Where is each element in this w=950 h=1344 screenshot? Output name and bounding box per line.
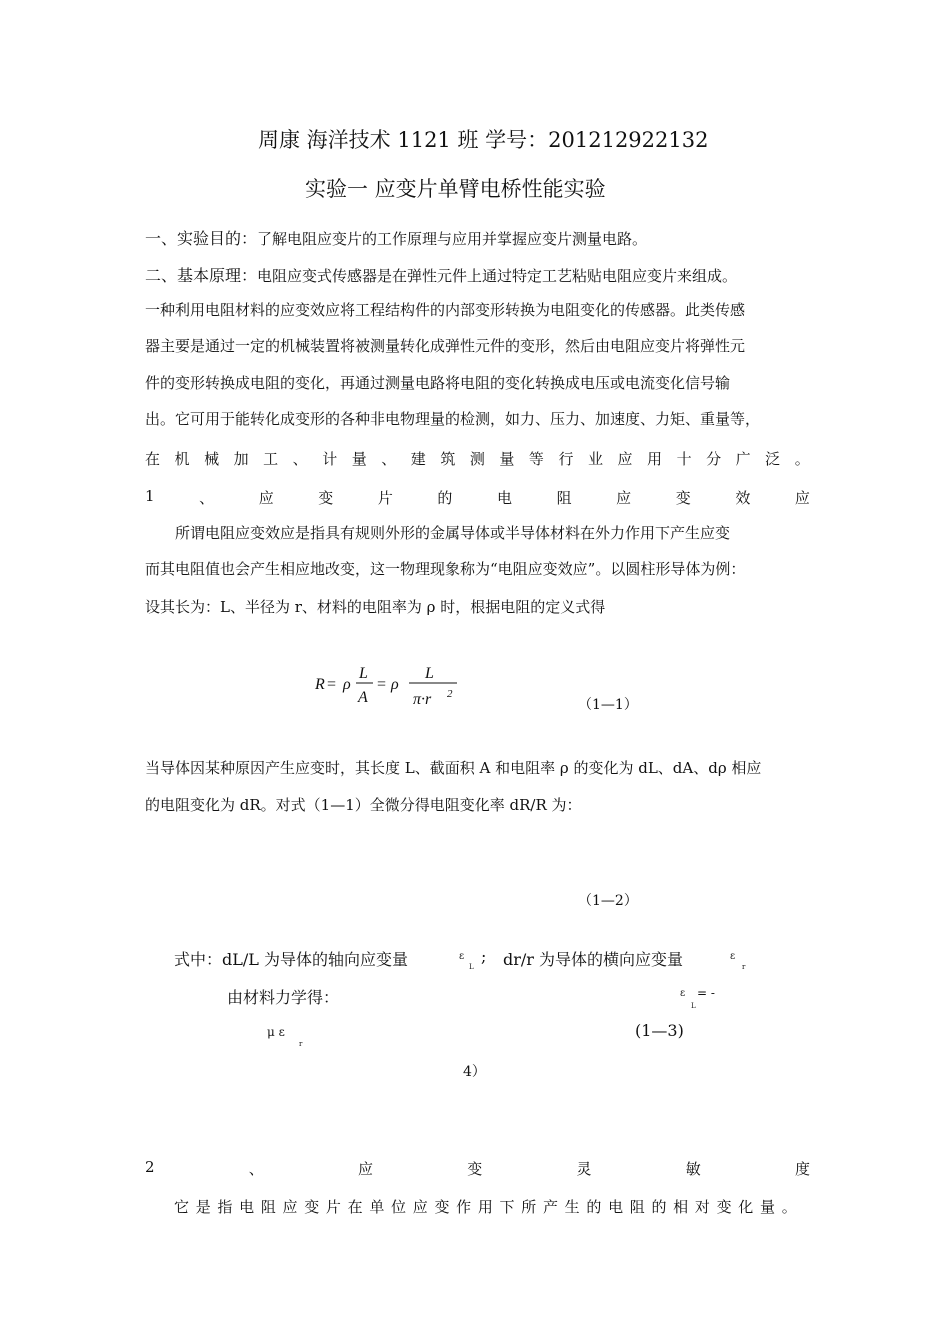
subsection-1-heading-char: 片: [377, 489, 393, 507]
principle-text-1: 电阻应变式传感器是在弹性元件上通过特定工艺粘贴电阻应变片来组成。: [257, 267, 738, 285]
epsilon-L-eq-subscript: L: [691, 1002, 696, 1010]
purpose-paragraph: [145, 226, 810, 249]
sub2-line-1-char: 产: [542, 1198, 558, 1216]
sub2-line-1-char: 在: [347, 1198, 363, 1216]
sub1-line-1: 所谓电阻应变效应是指具有规则外形的金属导体或半导体材料在外力作用下产生应变: [175, 524, 731, 542]
principle-line-6: [145, 448, 810, 469]
sub2-line-1-char: 变: [434, 1198, 450, 1216]
principle-label: 二、基本原理：: [145, 266, 258, 285]
formula-L-2: L: [425, 665, 434, 682]
sub2-line-1-char: 的: [586, 1198, 602, 1216]
mu-epsilon: μ ε: [267, 1025, 285, 1039]
epsilon-L-eq-symbol: ε: [680, 988, 686, 999]
equals-minus: = -: [697, 986, 715, 1000]
formula-A: A: [358, 689, 368, 706]
subsection-1-heading-char: 变: [675, 489, 691, 507]
where-lateral-text: dr/r 为导体的横向应变量: [503, 950, 684, 969]
epsilon-r-subscript: r: [742, 963, 746, 971]
experiment-title: 实验一 应变片单臂电桥性能实验: [305, 177, 606, 201]
resistance-formula: [313, 662, 463, 710]
principle-line-6-char: 广: [735, 450, 751, 468]
epsilon-L-symbol: ε: [459, 951, 465, 962]
principle-line-6-char: 十: [676, 450, 692, 468]
sub2-line-1-char: 的: [651, 1198, 667, 1216]
subsection-1-heading-char: 1: [145, 487, 155, 505]
subsection-1-heading-char: 的: [437, 489, 453, 507]
principle-line-6-char: 分: [706, 450, 722, 468]
subsection-1-heading-char: 电: [497, 489, 513, 507]
principle-line-6-char: 、: [292, 450, 308, 468]
principle-line-6-char: 械: [204, 450, 220, 468]
epsilon-L-subscript: L: [469, 963, 474, 971]
principle-line-5: 出。它可用于能转化成变形的各种非电物理量的检测，如力、压力、加速度、力矩、重量等，: [145, 410, 761, 428]
sub2-line-1-char: 位: [391, 1198, 407, 1216]
principle-line-6-char: 加: [233, 450, 249, 468]
material-mechanics-text: 由材料力学得：: [227, 988, 340, 1007]
sub2-line-1-char: 所: [521, 1198, 537, 1216]
subsection-2-heading-char: 应: [358, 1160, 374, 1178]
sub2-line-1-char: 生: [564, 1198, 580, 1216]
semicolon: ;: [481, 947, 487, 966]
sub2-line-1-char: 变: [304, 1198, 320, 1216]
principle-line-6-char: 计: [322, 450, 338, 468]
sub2-line-1-char: 量: [759, 1198, 775, 1216]
author-line: 周康 海洋技术 1121 班 学号：201212922132: [258, 128, 709, 152]
sub2-line-1-char: 下: [499, 1198, 515, 1216]
principle-line-6-char: 等: [528, 450, 544, 468]
subsection-1-heading-char: 效: [735, 489, 751, 507]
subsection-2-heading: [145, 1158, 810, 1179]
sub2-line-1-char: 应: [282, 1198, 298, 1216]
formula-L-1: L: [359, 665, 368, 682]
formula-R: R: [315, 676, 325, 693]
principle-line-2: 一种利用电阻材料的应变效应将工程结构件的内部变形转换为电阻变化的传感器。此类传感: [145, 301, 746, 319]
subsection-1-heading: [145, 487, 810, 508]
principle-line-6-char: 在: [145, 450, 161, 468]
subsection-2-heading-char: 度: [794, 1160, 810, 1178]
formula-rho-1: ρ: [343, 676, 351, 693]
principle-line-6-char: 用: [647, 450, 663, 468]
sub2-line-1-char: 对: [694, 1198, 710, 1216]
sub2-line-1-char: 用: [477, 1198, 493, 1216]
sub2-line-1-char: 阻: [260, 1198, 276, 1216]
sub2-line-1-char: 应: [412, 1198, 428, 1216]
subsection-1-heading-char: 应: [258, 489, 274, 507]
after-eq1-line-1: 当导体因某种原因产生应变时，其长度 L、截面积 A 和电阻率 ρ 的变化为 dL、dA、dρ 相应: [145, 759, 762, 777]
subsection-1-heading-char: 应: [794, 489, 810, 507]
principle-line-6-char: 量: [351, 450, 367, 468]
principle-line-6-char: 量: [499, 450, 515, 468]
sub2-line-1-char: 指: [217, 1198, 233, 1216]
subsection-2-heading-char: 敏: [685, 1160, 701, 1178]
formula-eq-1: =: [327, 676, 337, 693]
subsection-1-heading-char: 阻: [556, 489, 572, 507]
equation-2-label: （1—2）: [578, 893, 638, 909]
where-axial-text: 式中：dL/L 为导体的轴向应变量: [174, 950, 408, 969]
subsection-2-heading-char: 、: [248, 1160, 264, 1178]
subsection-2-heading-char: 灵: [576, 1160, 592, 1178]
principle-line-6-char: 行: [558, 450, 574, 468]
sub2-line-1-char: 单: [369, 1198, 385, 1216]
sub2-line-1-char: 阻: [629, 1198, 645, 1216]
formula-eq-2: =: [377, 676, 387, 693]
formula-rho-2: ρ: [391, 676, 399, 693]
after-eq1-line-2: 的电阻变化为 dR。对式（1—1）全微分得电阻变化率 dR/R 为：: [145, 796, 582, 814]
principle-line-6-char: 筑: [440, 450, 456, 468]
principle-line-6-char: 建: [410, 450, 426, 468]
sub2-line-1-char: 相: [673, 1198, 689, 1216]
principle-line-6-char: 。: [794, 450, 810, 468]
principle-line-4: 件的变形转换成电阻的变化，再通过测量电路将电阻的变化转换成电压或电流变化信号输: [145, 374, 731, 392]
purpose-label: 一、实验目的：: [145, 229, 258, 248]
sub2-line-1-char: 片: [325, 1198, 341, 1216]
equation-3-label: (1—3): [635, 1021, 684, 1040]
sub2-line-1-char: 作: [456, 1198, 472, 1216]
sub1-line-3: 设其长为：L、半径为 r、材料的电阻率为 ρ 时，根据电阻的定义式得: [145, 598, 606, 616]
formula-pi-r: π·r: [413, 691, 432, 708]
principle-line-6-char: 机: [174, 450, 190, 468]
principle-line-6-char: 泛: [765, 450, 781, 468]
formula-square: 2: [447, 688, 453, 700]
sub2-line-1-char: 变: [716, 1198, 732, 1216]
sub2-line-1-char: 化: [738, 1198, 754, 1216]
equation-1-label: （1—1）: [578, 697, 638, 713]
sub2-line-1-char: 它: [174, 1198, 190, 1216]
subsection-2-heading-char: 变: [467, 1160, 483, 1178]
subsection-1-heading-char: 应: [616, 489, 632, 507]
sub1-line-2: 而其电阻值也会产生相应地改变，这一物理现象称为“电阻应变效应”。以圆柱形导体为例：: [145, 560, 746, 578]
principle-line-6-char: 、: [381, 450, 397, 468]
stray-label: 4）: [463, 1064, 486, 1080]
mu-epsilon-subscript: r: [299, 1040, 303, 1048]
epsilon-r-symbol: ε: [730, 951, 736, 962]
sub2-line-1: [174, 1196, 797, 1217]
subsection-1-heading-char: 变: [318, 489, 334, 507]
sub2-line-1-char: 。: [781, 1198, 797, 1216]
sub2-line-1-char: 是: [195, 1198, 211, 1216]
principle-line-1: [145, 263, 810, 286]
purpose-text: 了解电阻应变片的工作原理与应用并掌握应变片测量电路。: [257, 230, 648, 248]
subsection-1-heading-char: 、: [199, 489, 215, 507]
principle-line-6-char: 测: [469, 450, 485, 468]
subsection-2-heading-char: 2: [145, 1158, 155, 1176]
principle-line-3: 器主要是通过一定的机械装置将被测量转化成弹性元件的变形，然后由电阻应变片将弹性元: [145, 337, 746, 355]
principle-line-6-char: 应: [617, 450, 633, 468]
principle-line-6-char: 业: [587, 450, 603, 468]
sub2-line-1-char: 电: [239, 1198, 255, 1216]
principle-line-6-char: 工: [263, 450, 279, 468]
sub2-line-1-char: 电: [608, 1198, 624, 1216]
